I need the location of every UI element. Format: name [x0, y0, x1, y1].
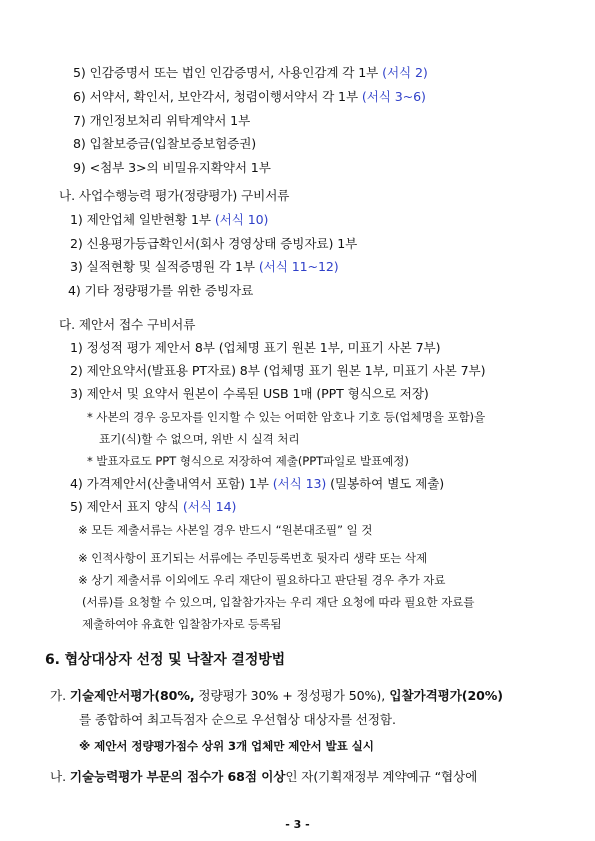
na-item-3: 3) 실적현황 및 실적증명원 각 1부 (서식 11~12) [70, 259, 339, 274]
item-5: 5) 인감증명서 또는 법인 인감증명서, 사용인감계 각 1부 (서식 2) [73, 65, 428, 80]
remark-3-cont-1: (서류)를 요청할 수 있으며, 입찰참가자는 우리 재단 요청에 따라 필요한 자료를 [82, 595, 475, 609]
remark-1: ※ 모든 제출서류는 사본일 경우 반드시 “원본대조필” 일 것 [78, 523, 373, 537]
da-item-4: 4) 가격제안서(산출내역서 포함) 1부 (서식 13) (밀봉하여 별도 제출) [70, 476, 445, 491]
da-item-3: 3) 제안서 및 요약서 원본이 수록된 USB 1매 (PPT 형식으로 저장) [70, 386, 429, 401]
remark-3: ※ 상기 제출서류 이외에도 우리 재단이 필요하다고 판단될 경우 추가 자료 [78, 573, 446, 587]
item-9: 9) <첨부 3>의 비밀유지확약서 1부 [73, 160, 271, 175]
section-da-heading: 다. 제안서 접수 구비서류 [59, 317, 196, 332]
da-note-1-cont: 표기(식)할 수 없으며, 위반 시 실격 처리 [99, 432, 300, 446]
da-item-5: 5) 제안서 표지 양식 (서식 14) [70, 499, 237, 514]
na-item-2: 2) 신용평가등급확인서(회사 경영상태 증빙자료) 1부 [70, 236, 358, 251]
item-6: 6) 서약서, 확인서, 보안각서, 청렴이행서약서 각 1부 (서식 3~6) [73, 89, 426, 104]
na-item-1: 1) 제안업체 일반현황 1부 (서식 10) [70, 212, 269, 227]
remark-3-cont-2: 제출하여야 유효한 입찰참가자로 등록됨 [82, 617, 282, 631]
da-item-1: 1) 정성적 평가 제안서 8부 (업체명 표기 원본 1부, 미표기 사본 7부) [70, 340, 441, 355]
nah-line: 나. 기술능력평가 부문의 점수가 68점 이상인 자(기획재정부 계약예규 “협상에 [50, 769, 478, 784]
da-item-2: 2) 제안요약서(발표용 PT자료) 8부 (업체명 표기 원본 1부, 미표기 사본 7부) [70, 363, 486, 378]
da-note-1: * 사본의 경우 응모자를 인지할 수 있는 어떠한 암호나 기호 등(업체명을 포함)을 [87, 410, 486, 424]
ga-note: ※ 제안서 정량평가점수 상위 3개 업체만 제안서 발표 실시 [79, 739, 374, 753]
section-na-heading: 나. 사업수행능력 평가(정량평가) 구비서류 [59, 188, 290, 203]
section-6-heading: 6. 협상대상자 선정 및 낙찰자 결정방법 [45, 652, 286, 668]
ga-line: 가. 기술제안서평가(80%, 정량평가 30% + 정성평가 50%), 입찰가격평가(20%) [50, 688, 503, 703]
item-8: 8) 입찰보증금(입찰보증보험증권) [73, 136, 257, 151]
na-item-4: 4) 기타 정량평가를 위한 증빙자료 [68, 283, 254, 298]
remark-2: ※ 인적사항이 표기되는 서류에는 주민등록번호 뒷자리 생략 또는 삭제 [78, 551, 428, 565]
item-7: 7) 개인정보처리 위탁계약서 1부 [73, 113, 251, 128]
page-number: - 3 - [285, 818, 310, 831]
ga-line-cont: 를 종합하여 최고득점자 순으로 우선협상 대상자를 선정함. [79, 712, 396, 727]
da-note-2: * 발표자료도 PPT 형식으로 저장하여 제출(PPT파일로 발표예정) [87, 454, 409, 468]
